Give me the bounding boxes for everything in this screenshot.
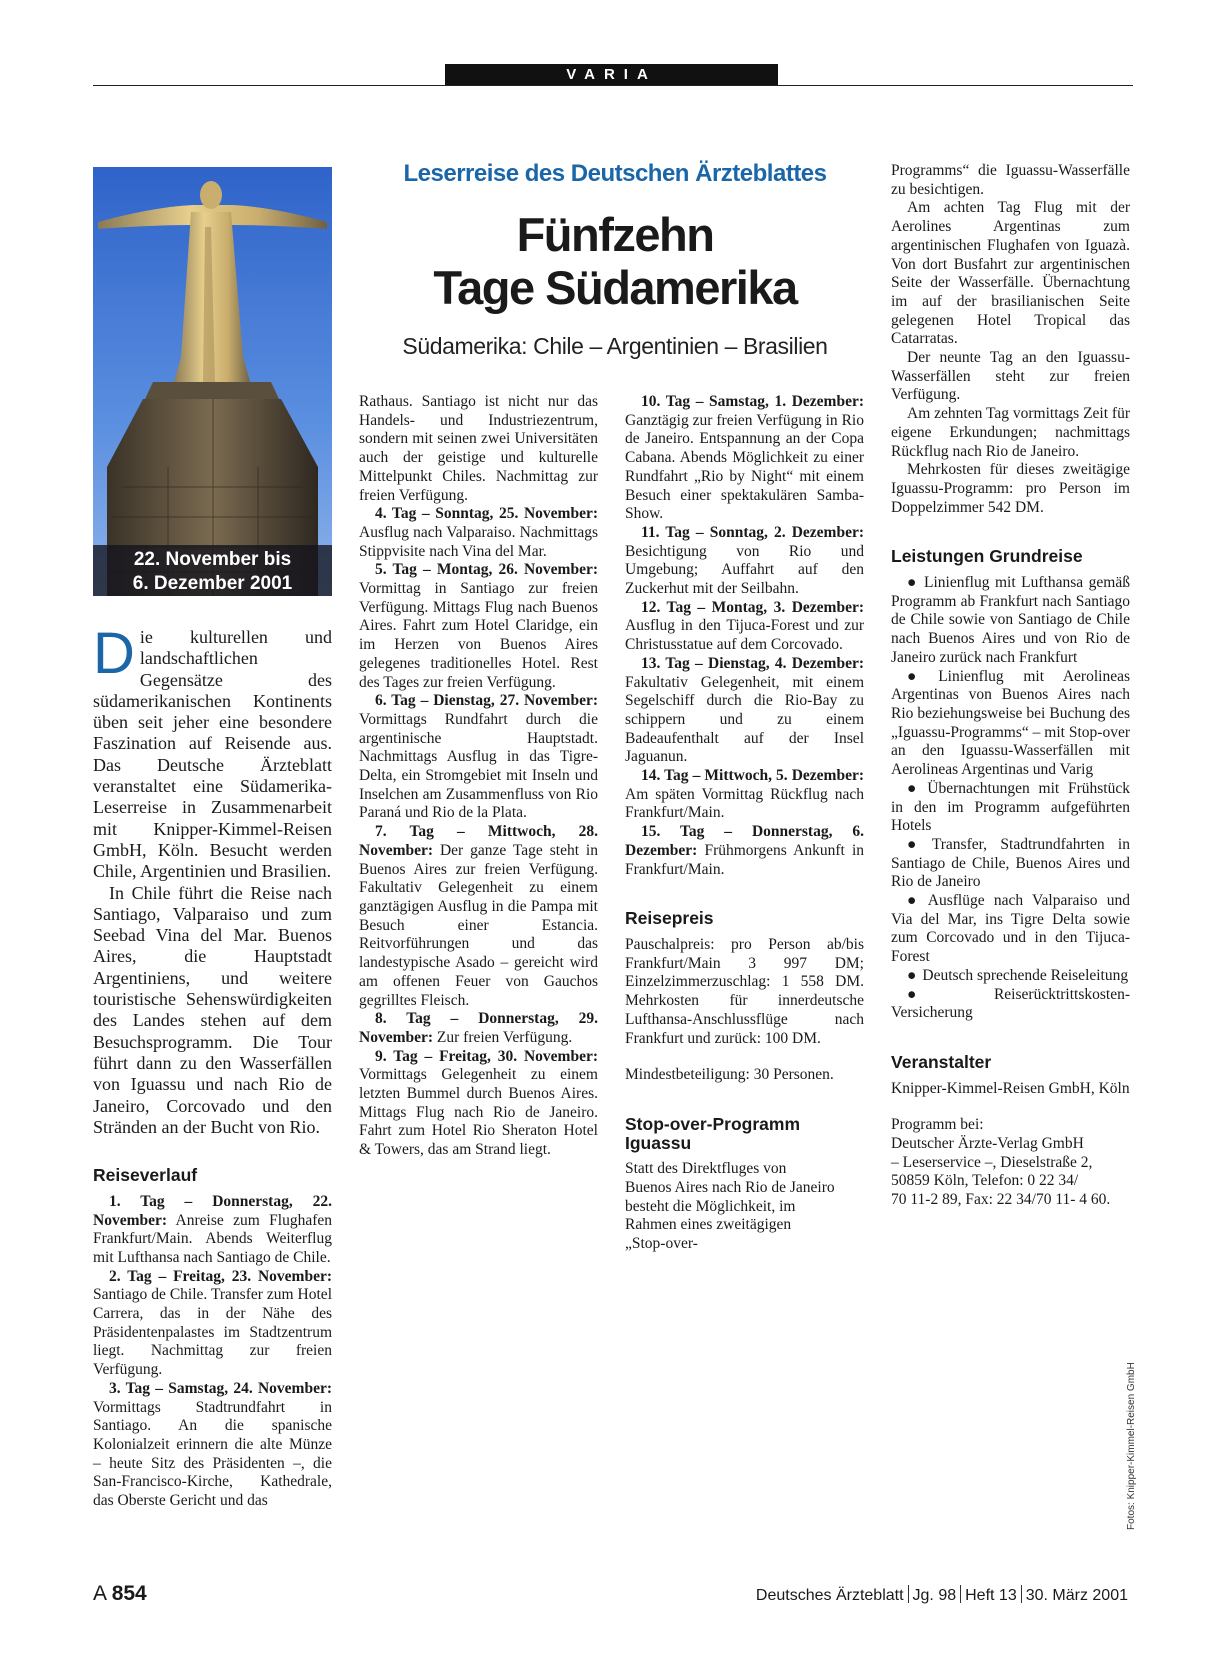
journal-date: 30. März 2001 xyxy=(1025,1587,1128,1604)
stopover-heading: Stop-over-Programm Iguassu xyxy=(625,1113,801,1153)
stopover-continuation: Programms“ die Iguassu-Wasserfälle zu besichtigen. xyxy=(891,162,1130,198)
lead-paragraph-2: In Chile führt die Reise nach Santiago, Valparaiso und zum Seebad Vina del Mar. Buenos Aires, die Hauptstadt Argentiniens, und weitere touristische Sehenswürdigkeiten des Landes stehen auf dem Besuchsprogramm. Die Tour führt dann zu den Wasserfällen von Iguassu und nach Rio de Janeiro, Corcovado und den Stränden an der Bucht von Rio. xyxy=(93,882,332,1137)
bullet-icon: ● xyxy=(907,892,922,910)
itinerary-day xyxy=(93,1193,332,1268)
itinerary-day xyxy=(359,1010,598,1047)
day-text: Frühmorgens Ankunft in Frankfurt/Main. xyxy=(625,841,864,878)
itinerary-heading: Reiseverlauf xyxy=(93,1165,198,1186)
photo-credit: Fotos: Knipper-Kimmel-Reisen GmbH xyxy=(1126,1362,1137,1530)
day-text: Ganztägig zur freien Verfügung in Rio de Janeiro. Entspannung an der Copa Cabana. Abends Möglichkeit zu einer Rundfahrt „Rio by Night“ mit einem Besuch einer spektakulären Samba-Show. xyxy=(625,411,864,523)
service-text: Transfer, Stadtrundfahrten in Santiago de Chile, Buenos Aires und Rio de Janeiro xyxy=(891,835,1130,891)
organizer-heading: Veranstalter xyxy=(891,1051,992,1072)
day-label: 2. Tag – Freitag, 23. November: xyxy=(109,1267,332,1285)
day-text: Ausflug in den Tijuca-Forest und zur Christusstatue auf dem Corcovado. xyxy=(625,617,864,654)
program-line-1: Deutscher Ärzte-Verlag GmbH xyxy=(891,1135,1084,1153)
stopover-p4: Am zehnten Tag vormittags Zeit für eigene Erkundungen; nachmittags Rückflug nach Rio de Janeiro. xyxy=(891,405,1130,460)
caption-line-1: 22. November bis xyxy=(133,549,292,570)
lead-text: ie kulturellen und landschaftlichen Gegensätze des südamerikanischen Kontinents üben seit jeher eine besondere Faszination auf Reisende aus. Das Deutsche Ärzteblatt veranstaltet eine Südamerika-Leserreise in Zusammenarbeit mit Knipper-Kimmel-Reisen GmbH, Köln. Besucht werden Chile, Argentinien und Brasilien. xyxy=(93,627,332,882)
itinerary-day xyxy=(93,1268,332,1380)
service-text: Übernachtungen mit Frühstück in den im Programm aufgeführten Hotels xyxy=(891,779,1130,835)
service-item xyxy=(891,574,1130,668)
page-prefix: A xyxy=(93,1582,106,1605)
day-text: Der ganze Tage steht in Buenos Aires zur freien Verfügung. Fakultativ Gelegenheit zu einem ganztägigen Ausflug in die Pampa mit Besuch einer Estancia. Reitvorführungen und das landestypische Asado – gereicht wird am offenen Feuer von Gauchos gegrilltes Fleisch. xyxy=(359,841,598,1009)
bullet-icon: ● xyxy=(907,574,919,592)
day-label: 3. Tag – Samstag, 24. November: xyxy=(109,1379,332,1397)
bullet-icon: ● xyxy=(907,835,926,853)
day-label: 5. Tag – Montag, 26. November: xyxy=(375,561,598,579)
day-label: 15. Tag – Donnerstag, 6. Dezember: xyxy=(625,823,864,859)
day-label: 12. Tag – Montag, 3. Dezember: xyxy=(641,598,864,616)
day-text: Fakultativ Gelegenheit, mit einem Segelschiff durch die Rio-Bay zu schippern und zu einem Badeaufenthalt auf der Insel Jaguanun. xyxy=(625,673,864,766)
caption-line-2: 6. Dezember 2001 xyxy=(132,573,293,594)
page-number xyxy=(93,1582,147,1606)
drop-cap: D xyxy=(93,621,135,686)
itinerary-days-3 xyxy=(625,393,864,879)
program-line-3: 50859 Köln, Telefon: 0 22 34/ xyxy=(891,1172,1079,1190)
footer-journal-info xyxy=(756,1585,1128,1605)
service-item xyxy=(891,967,1130,986)
services-heading: Leistungen Grundreise xyxy=(891,546,1083,567)
day-text: Vormittags Rundfahrt durch die argentinische Hauptstadt. Nachmittags Ausflug in das Tigre-Delta, ein Stromgebiet mit Inseln und Inselchen am Zusammenfluss von Rio Paraná und Rio de la Plata. xyxy=(359,710,598,822)
program-line-4: 70 11-2 89, Fax: 22 34/70 11- 4 60. xyxy=(891,1191,1111,1209)
day-text: Ausflug nach Valparaiso. Nachmittags Stippvisite nach Vina del Mar. xyxy=(359,523,598,560)
stopover-p3: Der neunte Tag an den Iguassu-Wasserfällen steht zur freien Verfügung. xyxy=(891,349,1130,404)
footer-separator xyxy=(960,1585,961,1603)
footer-separator xyxy=(908,1585,909,1603)
service-text: Reiserücktrittskosten-Versicherung xyxy=(891,985,1130,1022)
itinerary-day xyxy=(359,692,598,823)
header-rule xyxy=(93,85,1133,86)
section-tag: VARIA xyxy=(445,64,778,85)
itinerary-day xyxy=(625,767,864,823)
service-item xyxy=(891,668,1130,780)
stopover-p2: Am achten Tag Flug mit der Aerolines Argentinas zum argentinischen Flughafen von Iguazà. Von dort Busfahrt zur argentinischen Seite der Wasserfälle. Übernachtung im auf der brasilianischen Seite gelegenen Hotel Tropical das Catarratas. xyxy=(891,199,1130,348)
day-text: Besichtigung von Rio und Umgebung; Auffahrt auf den Zuckerhut mit der Seilbahn. xyxy=(625,542,864,598)
day-label: 6. Tag – Dienstag, 27. November: xyxy=(375,692,598,710)
day-text: Vormittag in Santiago zur freien Verfügung. Mittags Flug nach Buenos Aires. Fahrt zum Hotel Claridge, ein im Herzen von Buenos Aires gelegenes traditionelles Hotel. Rest des Tages zur freien Verfügung. xyxy=(359,580,598,691)
journal-issue: Heft 13 xyxy=(965,1587,1017,1604)
bullet-icon: ● xyxy=(907,966,917,984)
column-1 xyxy=(93,621,332,1511)
price-text: Pauschalpreis: pro Person ab/bis Frankfurt/Main 3 997 DM; Einzelzimmerzuschlag: 1 558 DM. Mehrkosten für innerdeutsche Lufthansa-Anschlussflüge nach Frankfurt und zurück: 100 DM. xyxy=(625,935,864,1047)
service-text: Deutsch sprechende Reiseleitung xyxy=(922,966,1129,984)
itinerary-day xyxy=(359,505,598,561)
itinerary-day xyxy=(625,524,864,599)
journal-name: Deutsches Ärzteblatt xyxy=(755,1587,904,1604)
itinerary-days-2 xyxy=(359,505,598,1160)
organizer-text: Knipper-Kimmel-Reisen GmbH, Köln xyxy=(891,1079,1130,1097)
stopover-text: Statt des Direktfluges von Buenos Aires nach Rio de Janeiro besteht die Möglichkeit, im Rahmen eines zweitägigen „Stop-over- xyxy=(625,1160,835,1253)
service-item xyxy=(891,892,1130,967)
page-number-value: 854 xyxy=(111,1582,147,1605)
column-4 xyxy=(891,162,1130,1210)
itinerary-day xyxy=(359,561,598,692)
day-label: 7. Tag – Mittwoch, 28. November: xyxy=(359,823,598,859)
lead-paragraph xyxy=(93,621,332,883)
itinerary-day xyxy=(93,1380,332,1511)
article-subtitle: Südamerika: Chile – Argentinien – Brasilien xyxy=(402,333,828,359)
column-2 xyxy=(359,393,598,1160)
headline-line-1: Fünfzehn xyxy=(516,208,714,261)
program-address xyxy=(891,1135,1130,1210)
program-label: Programm bei: xyxy=(891,1116,984,1134)
day-text: Am späten Vormittag Rückflug nach Frankfurt/Main. xyxy=(625,785,864,822)
christ-statue-photo xyxy=(93,167,332,596)
itinerary-day xyxy=(625,393,864,524)
day-label: 4. Tag – Sonntag, 25. November: xyxy=(375,505,598,523)
service-item xyxy=(891,836,1130,892)
column-3 xyxy=(625,393,864,1254)
service-text: Ausflüge nach Valparaiso und Via del Mar, ins Tigre Delta sowie zum Corcovado und in den Tijuca-Forest xyxy=(891,892,1130,966)
min-participants: Mindestbeteiligung: 30 Personen. xyxy=(625,1066,834,1084)
day-label: 8. Tag – Donnerstag, 29. November: xyxy=(359,1010,598,1046)
service-item xyxy=(891,986,1130,1023)
itinerary-day xyxy=(625,655,864,767)
service-text: Linienflug mit Lufthansa gemäß Programm ab Frankfurt nach Santiago de Chile sowie von Santiago de Chile nach Buenos Aires und von Rio de Janeiro zurück nach Frankfurt xyxy=(891,574,1130,666)
itinerary-day xyxy=(625,823,864,879)
service-text: Linienflug mit Aerolineas Argentinas von Buenos Aires nach Rio beziehungsweise bei Buchung des „Iguassu-Programms“ – mit Stop-over an den Iguassu-Wasserfällen mit Aerolineas Argentinas und Varig xyxy=(891,667,1130,779)
footer-separator xyxy=(1021,1585,1022,1603)
program-line-2: – Leserservice –, Dieselstraße 2, xyxy=(891,1153,1093,1171)
itinerary-day xyxy=(359,1048,598,1160)
photo-caption xyxy=(93,545,332,596)
itinerary-days-1 xyxy=(93,1193,332,1511)
day-text: Zur freien Verfügung. xyxy=(433,1028,573,1046)
bullet-icon: ● xyxy=(907,985,988,1003)
bullet-icon: ● xyxy=(907,779,922,797)
day-label: 14. Tag – Mittwoch, 5. Dezember: xyxy=(641,767,864,785)
day-label: 11. Tag – Sonntag, 2. Dezember: xyxy=(641,523,864,541)
itinerary-day xyxy=(359,823,598,1010)
day-label: 9. Tag – Freitag, 30. November: xyxy=(375,1047,598,1065)
article-headline xyxy=(355,208,875,314)
article-kicker: Leserreise des Deutschen Ärzteblattes xyxy=(403,160,827,187)
itinerary-continuation: Rathaus. Santiago ist nicht nur das Handels- und Industriezentrum, sondern mit seinen zwei Universitäten auch der geistige und kulturelle Mittelpunkt Chiles. Nachmittag zur freien Verfügung. xyxy=(359,393,598,504)
service-item xyxy=(891,780,1130,836)
day-text: Anreise zum Flughafen Frankfurt/Main. Abends Weiterflug mit Lufthansa nach Santiago de Chile. xyxy=(93,1211,332,1266)
day-text: Santiago de Chile. Transfer zum Hotel Carrera, das in der Nähe des Präsidentenpalastes im Stadtzentrum liegt. Nachmittag zur freien Verfügung. xyxy=(93,1286,332,1379)
day-text: Vormittags Stadtrundfahrt in Santiago. An die spanische Kolonialzeit erinnern die alte Münze – heute Sitz des Präsidenten –, die San-Francisco-Kirche, Kathedrale, das Oberste Gericht und das xyxy=(93,1398,332,1510)
stopover-p5: Mehrkosten für dieses zweitägige Iguassu-Programm: pro Person im Doppelzimmer 542 DM. xyxy=(891,461,1130,516)
day-text: Vormittags Gelegenheit zu einem letzten Bummel durch Buenos Aires. Mittags Flug nach Rio de Janeiro. Fahrt zum Hotel Rio Sheraton Hotel & Towers, das am Strand liegt. xyxy=(359,1066,598,1159)
day-label: 1. Tag – Donnerstag, 22. November: xyxy=(93,1192,332,1229)
day-label: 13. Tag – Dienstag, 4. Dezember: xyxy=(641,654,864,672)
headline-line-2: Tage Südamerika xyxy=(433,261,797,314)
itinerary-day xyxy=(625,599,864,655)
services-list xyxy=(891,574,1130,1023)
journal-volume: Jg. 98 xyxy=(912,1587,957,1604)
day-label: 10. Tag – Samstag, 1. Dezember: xyxy=(641,393,864,410)
bullet-icon: ● xyxy=(907,667,933,685)
price-heading: Reisepreis xyxy=(625,908,714,929)
